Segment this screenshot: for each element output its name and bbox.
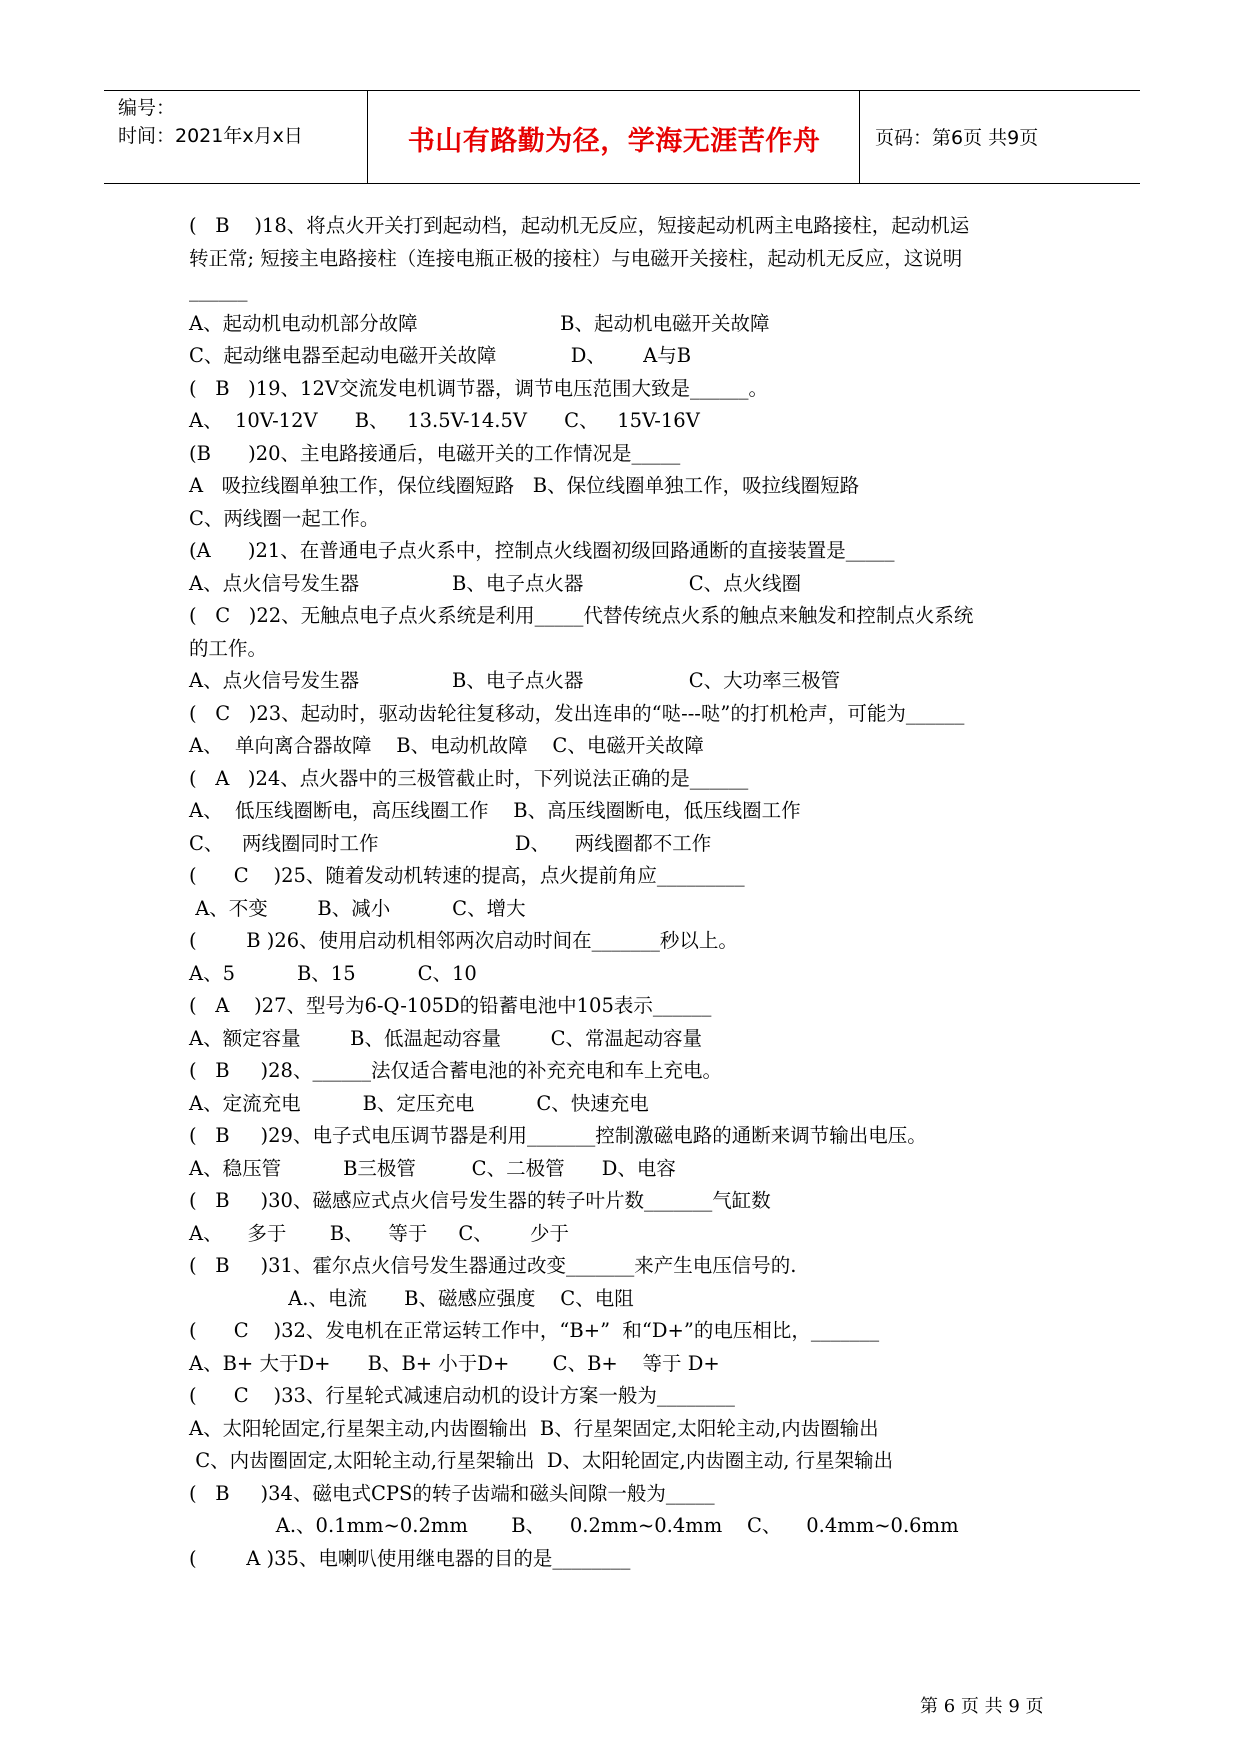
option-line: A、不变 B、减小 C、增大 (189, 896, 526, 920)
question-list (189, 210, 1069, 1575)
question-line: (A )21、在普通电子点火系中，控制点火线圈初级回路通断的直接装置是_____ (189, 539, 895, 562)
header-page-label: 页码：第6页 共9页 (875, 127, 1039, 149)
header-left-cell (104, 91, 368, 183)
option-line: C、两线圈一起工作。 (189, 506, 380, 530)
question-line: ( B )28、______法仅适合蓄电池的补充充电和车上充电。 (189, 1059, 722, 1082)
question-line: ( B )18、将点火开关打到起动档，起动机无反应，短接起动机两主电路接柱，起动机运 (189, 214, 970, 237)
option-line: A、起动机电动机部分故障 B、起动机电磁开关故障 (189, 311, 770, 335)
question-line: ( C )25、随着发动机转速的提高，点火提前角应_________ (189, 864, 745, 887)
option-line: A、点火信号发生器 B、电子点火器 C、大功率三极管 (189, 669, 841, 692)
header-motto: 书山有路勤为径，学海无涯苦作舟 (407, 126, 821, 157)
question-line: ( C )32、发电机在正常运转工作中，“B+” 和“D+”的电压相比，_______ (189, 1319, 880, 1342)
option-line: A.、电流 B、磁感应强度 C、电阻 (189, 1286, 634, 1310)
option-line: A、点火信号发生器 B、电子点火器 C、点火线圈 (189, 571, 802, 595)
question-line: ( C )23、起动时，驱动齿轮往复移动，发出连串的“哒---哒”的打机枪声，可能为______ (189, 701, 965, 725)
question-line: ( C )33、行星轮式减速启动机的设计方案一般为________ (189, 1384, 735, 1407)
header-right-cell (861, 91, 1140, 183)
option-line: A、 低压线圈断电，高压线圈工作 B、高压线圈断电，低压线圈工作 (189, 799, 801, 822)
option-line: A、 多于 B、 等于 C、 少于 (189, 1221, 569, 1245)
question-line: ( B )29、电子式电压调节器是利用_______控制激磁电路的通断来调节输出电压。 (189, 1124, 927, 1147)
answer-blank-line: ______ (189, 279, 248, 302)
page-footer: 第 6 页 共 9 页 (920, 1696, 1044, 1717)
question-line: ( A )27、型号为6-Q-105D的铅蓄电池中105表示______ (189, 994, 712, 1017)
option-line: A、B+ 大于D+ B、B+ 小于D+ C、B+ 等于 D+ (189, 1351, 720, 1375)
document-header (104, 90, 1140, 184)
document-time-label: 时间：2021年x月x日 (118, 125, 303, 147)
header-center-cell (369, 91, 860, 183)
option-line: A、太阳轮固定,行星架主动,内齿圈输出 B、行星架固定,太阳轮主动,内齿圈输出 (189, 1416, 879, 1440)
question-line: ( B )31、霍尔点火信号发生器通过改变_______来产生电压信号的. (189, 1254, 797, 1277)
option-line: C、 两线圈同时工作 D、 两线圈都不工作 (189, 831, 712, 855)
option-line: A 吸拉线圈单独工作，保位线圈短路 B、保位线圈单独工作，吸拉线圈短路 (189, 474, 860, 497)
question-line: 转正常; 短接主电路接柱（连接电瓶正极的接柱）与电磁开关接柱，起动机无反应，这说明 (189, 246, 963, 270)
option-line: C、起动继电器至起动电磁开关故障 D、 A与B (189, 344, 692, 367)
option-line: A、5 B、15 C、10 (189, 961, 477, 985)
option-line: A、 10V-12V B、 13.5V-14.5V C、 15V-16V (189, 409, 700, 432)
question-line: ( B )30、磁感应式点火信号发生器的转子叶片数_______气缸数 (189, 1189, 771, 1212)
question-line: ( A )24、点火器中的三极管截止时，下列说法正确的是______ (189, 766, 749, 790)
question-line: 的工作。 (189, 636, 268, 660)
option-line: A.、0.1mm~0.2mm B、 0.2mm~0.4mm C、 0.4mm~0.6mm (189, 1514, 959, 1537)
question-line: (B )20、主电路接通后，电磁开关的工作情况是_____ (189, 441, 681, 465)
question-line: ( B )34、磁电式CPS的转子齿端和磁头间隙一般为_____ (189, 1481, 715, 1505)
option-line: A、 单向离合器故障 B、电动机故障 C、电磁开关故障 (189, 734, 704, 757)
question-line: ( B )26、使用启动机相邻两次启动时间在_______秒以上。 (189, 929, 738, 952)
option-line: A、稳压管 B三极管 C、二极管 D、电容 (189, 1156, 676, 1180)
option-line: A、定流充电 B、定压充电 C、快速充电 (189, 1091, 649, 1115)
question-line: ( B )19、12V交流发电机调节器，调节电压范围大致是______。 (189, 376, 768, 400)
option-line: C、内齿圈固定,太阳轮主动,行星架输出 D、太阳轮固定,内齿圈主动, 行星架输出 (189, 1449, 894, 1472)
option-line: A、额定容量 B、低温起动容量 C、常温起动容量 (189, 1026, 703, 1050)
question-line: ( C )22、无触点电子点火系统是利用_____代替传统点火系的触点来触发和控制点火系统 (189, 604, 974, 627)
document-number-label: 编号： (118, 97, 176, 119)
question-line: ( A )35、电喇叭使用继电器的目的是________ (189, 1546, 631, 1570)
